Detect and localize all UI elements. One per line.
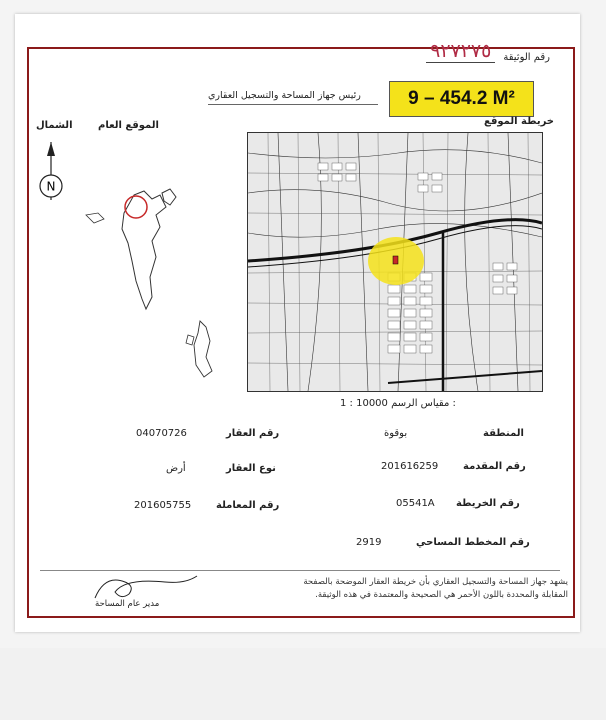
signatory-underline [208, 104, 378, 105]
survey-plan-value: 2919 [356, 537, 382, 548]
location-circle-icon [125, 196, 147, 218]
area-value: بوقوة [384, 428, 408, 439]
map-number-value: 05541A [396, 498, 435, 509]
document-number-row [426, 40, 550, 63]
area-stamp [389, 81, 534, 117]
application-number-label: رقم المقدمة [463, 461, 526, 472]
property-number-label: رقم العقار [226, 428, 280, 439]
scale-label: مقياس الرسم : [391, 398, 456, 409]
bottom-background [0, 648, 606, 720]
transaction-number-value: 201605755 [134, 500, 192, 511]
area-stamp-text: 9 – 454.2 M² [408, 88, 515, 109]
site-map [247, 132, 543, 392]
document-number-label: رقم الوثيقة [503, 52, 550, 63]
property-type-value: أرض [166, 463, 186, 474]
signatory-title: رئيس جهاز المساحة والتسجيل العقاري [208, 90, 361, 101]
property-number-value: 04070726 [136, 428, 187, 439]
certification-text [268, 576, 568, 602]
map-number-label: رقم الخريطة [456, 498, 520, 509]
scale-value: 1 : 10000 [340, 398, 388, 409]
country-location-map [82, 185, 227, 385]
north-arrow-icon [38, 140, 64, 202]
north-letter: N [46, 179, 56, 194]
certification-line-1: يشهد جهاز المساحة والتسجيل العقاري بأن خريطة العقار الموضحة بالصفحة [303, 577, 568, 587]
application-number-value: 201616259 [381, 461, 439, 472]
survey-plan-label: رقم المخطط المساحي [416, 537, 530, 548]
site-map-label: خريطة الموقع [484, 116, 555, 127]
scale-row [340, 398, 456, 409]
area-label: المنطقة [483, 428, 524, 439]
north-label: الشمال [36, 120, 73, 131]
property-type-label: نوع العقار [226, 463, 276, 474]
certification-line-2: المقابلة والمحددة باللون الأحمر هي الصحيحة والمعتمدة في هذه الوثيقة. [315, 590, 568, 600]
general-location-label: الموقع العام [98, 120, 159, 131]
transaction-number-label: رقم المعاملة [216, 500, 280, 511]
document-number-value: ٩٢٧٢٧٥ [426, 40, 495, 63]
director-label: مدير عام المساحة [95, 599, 160, 609]
subject-plot [393, 256, 398, 264]
